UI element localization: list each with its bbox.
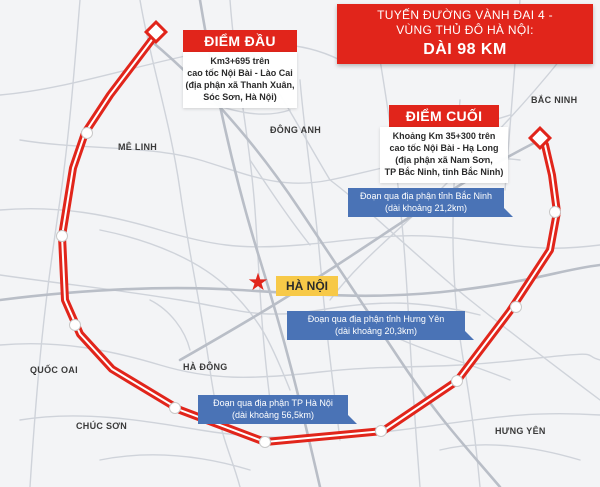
place-hung-yen: HƯNG YÊN <box>495 426 546 436</box>
segment-hung-yen-line-1: Đoạn qua địa phận tỉnh Hưng Yên <box>307 314 445 324</box>
start-point-card <box>183 52 297 108</box>
title-banner <box>337 4 593 64</box>
start-point-line-4: Sóc Sơn, Hà Nội) <box>203 92 277 102</box>
end-point-line-2: cao tốc Nội Bài - Hạ Long <box>389 143 499 153</box>
place-me-linh: MÊ LINH <box>118 142 158 152</box>
circle-node-icon <box>57 231 68 242</box>
segment-callout-bac-ninh <box>348 188 504 217</box>
start-point-line-2: cao tốc Nội Bài - Lào Cai <box>187 68 293 78</box>
capital-label-ha-noi: HÀ NỘI <box>276 276 338 296</box>
place-quoc-oai: QUỐC OAI <box>30 365 78 375</box>
end-point-line-1: Khoảng Km 35+300 trên <box>392 131 496 141</box>
star-icon: ★ <box>247 269 269 296</box>
place-ha-dong: HÀ ĐÔNG <box>183 362 228 372</box>
ring-road-route <box>62 33 557 442</box>
circle-node-icon <box>82 128 93 139</box>
end-point-line-3: (địa phận xã Nam Sơn, <box>395 155 493 165</box>
segment-ha-noi-line-2: (dài khoảng 56,5km) <box>231 410 315 420</box>
place-chuc-son: CHÚC SƠN <box>76 421 128 431</box>
circle-node-icon <box>170 403 181 414</box>
segment-hung-yen-line-2: (dài khoảng 20,3km) <box>334 326 418 336</box>
segment-callout-ha-noi <box>198 395 348 424</box>
start-point-tag: ĐIỂM ĐẦU <box>183 30 297 52</box>
start-point-line-3: (địa phận xã Thanh Xuân, <box>185 80 295 90</box>
start-point-line-1: Km3+695 trên <box>210 56 270 66</box>
segment-bac-ninh-line-2: (dài khoảng 21,2km) <box>384 203 468 213</box>
end-point-tag: ĐIỂM CUỐI <box>389 105 499 127</box>
title-line-2: VÙNG THỦ ĐÔ HÀ NỘI: <box>396 23 534 37</box>
title-line-1: TUYẾN ĐƯỜNG VÀNH ĐAI 4 - <box>377 8 553 22</box>
end-point-card <box>380 127 508 183</box>
place-dong-anh: ĐÔNG ANH <box>270 125 322 135</box>
circle-node-icon <box>511 302 522 313</box>
place-bac-ninh: BẮC NINH <box>531 95 578 105</box>
end-point-line-4: TP Bắc Ninh, tỉnh Bắc Ninh) <box>384 167 504 177</box>
circle-node-icon <box>452 376 463 387</box>
segment-ha-noi-line-1: Đoạn qua địa phận TP Hà Nội <box>213 398 333 408</box>
circle-node-icon <box>70 320 81 331</box>
circle-node-icon <box>376 426 387 437</box>
segment-bac-ninh-line-1: Đoạn qua địa phận tỉnh Bắc Ninh <box>359 191 493 201</box>
circle-node-icon <box>260 437 271 448</box>
segment-callout-hung-yen <box>287 311 465 340</box>
title-line-3: DÀI 98 KM <box>423 41 507 58</box>
circle-node-icon <box>550 207 561 218</box>
